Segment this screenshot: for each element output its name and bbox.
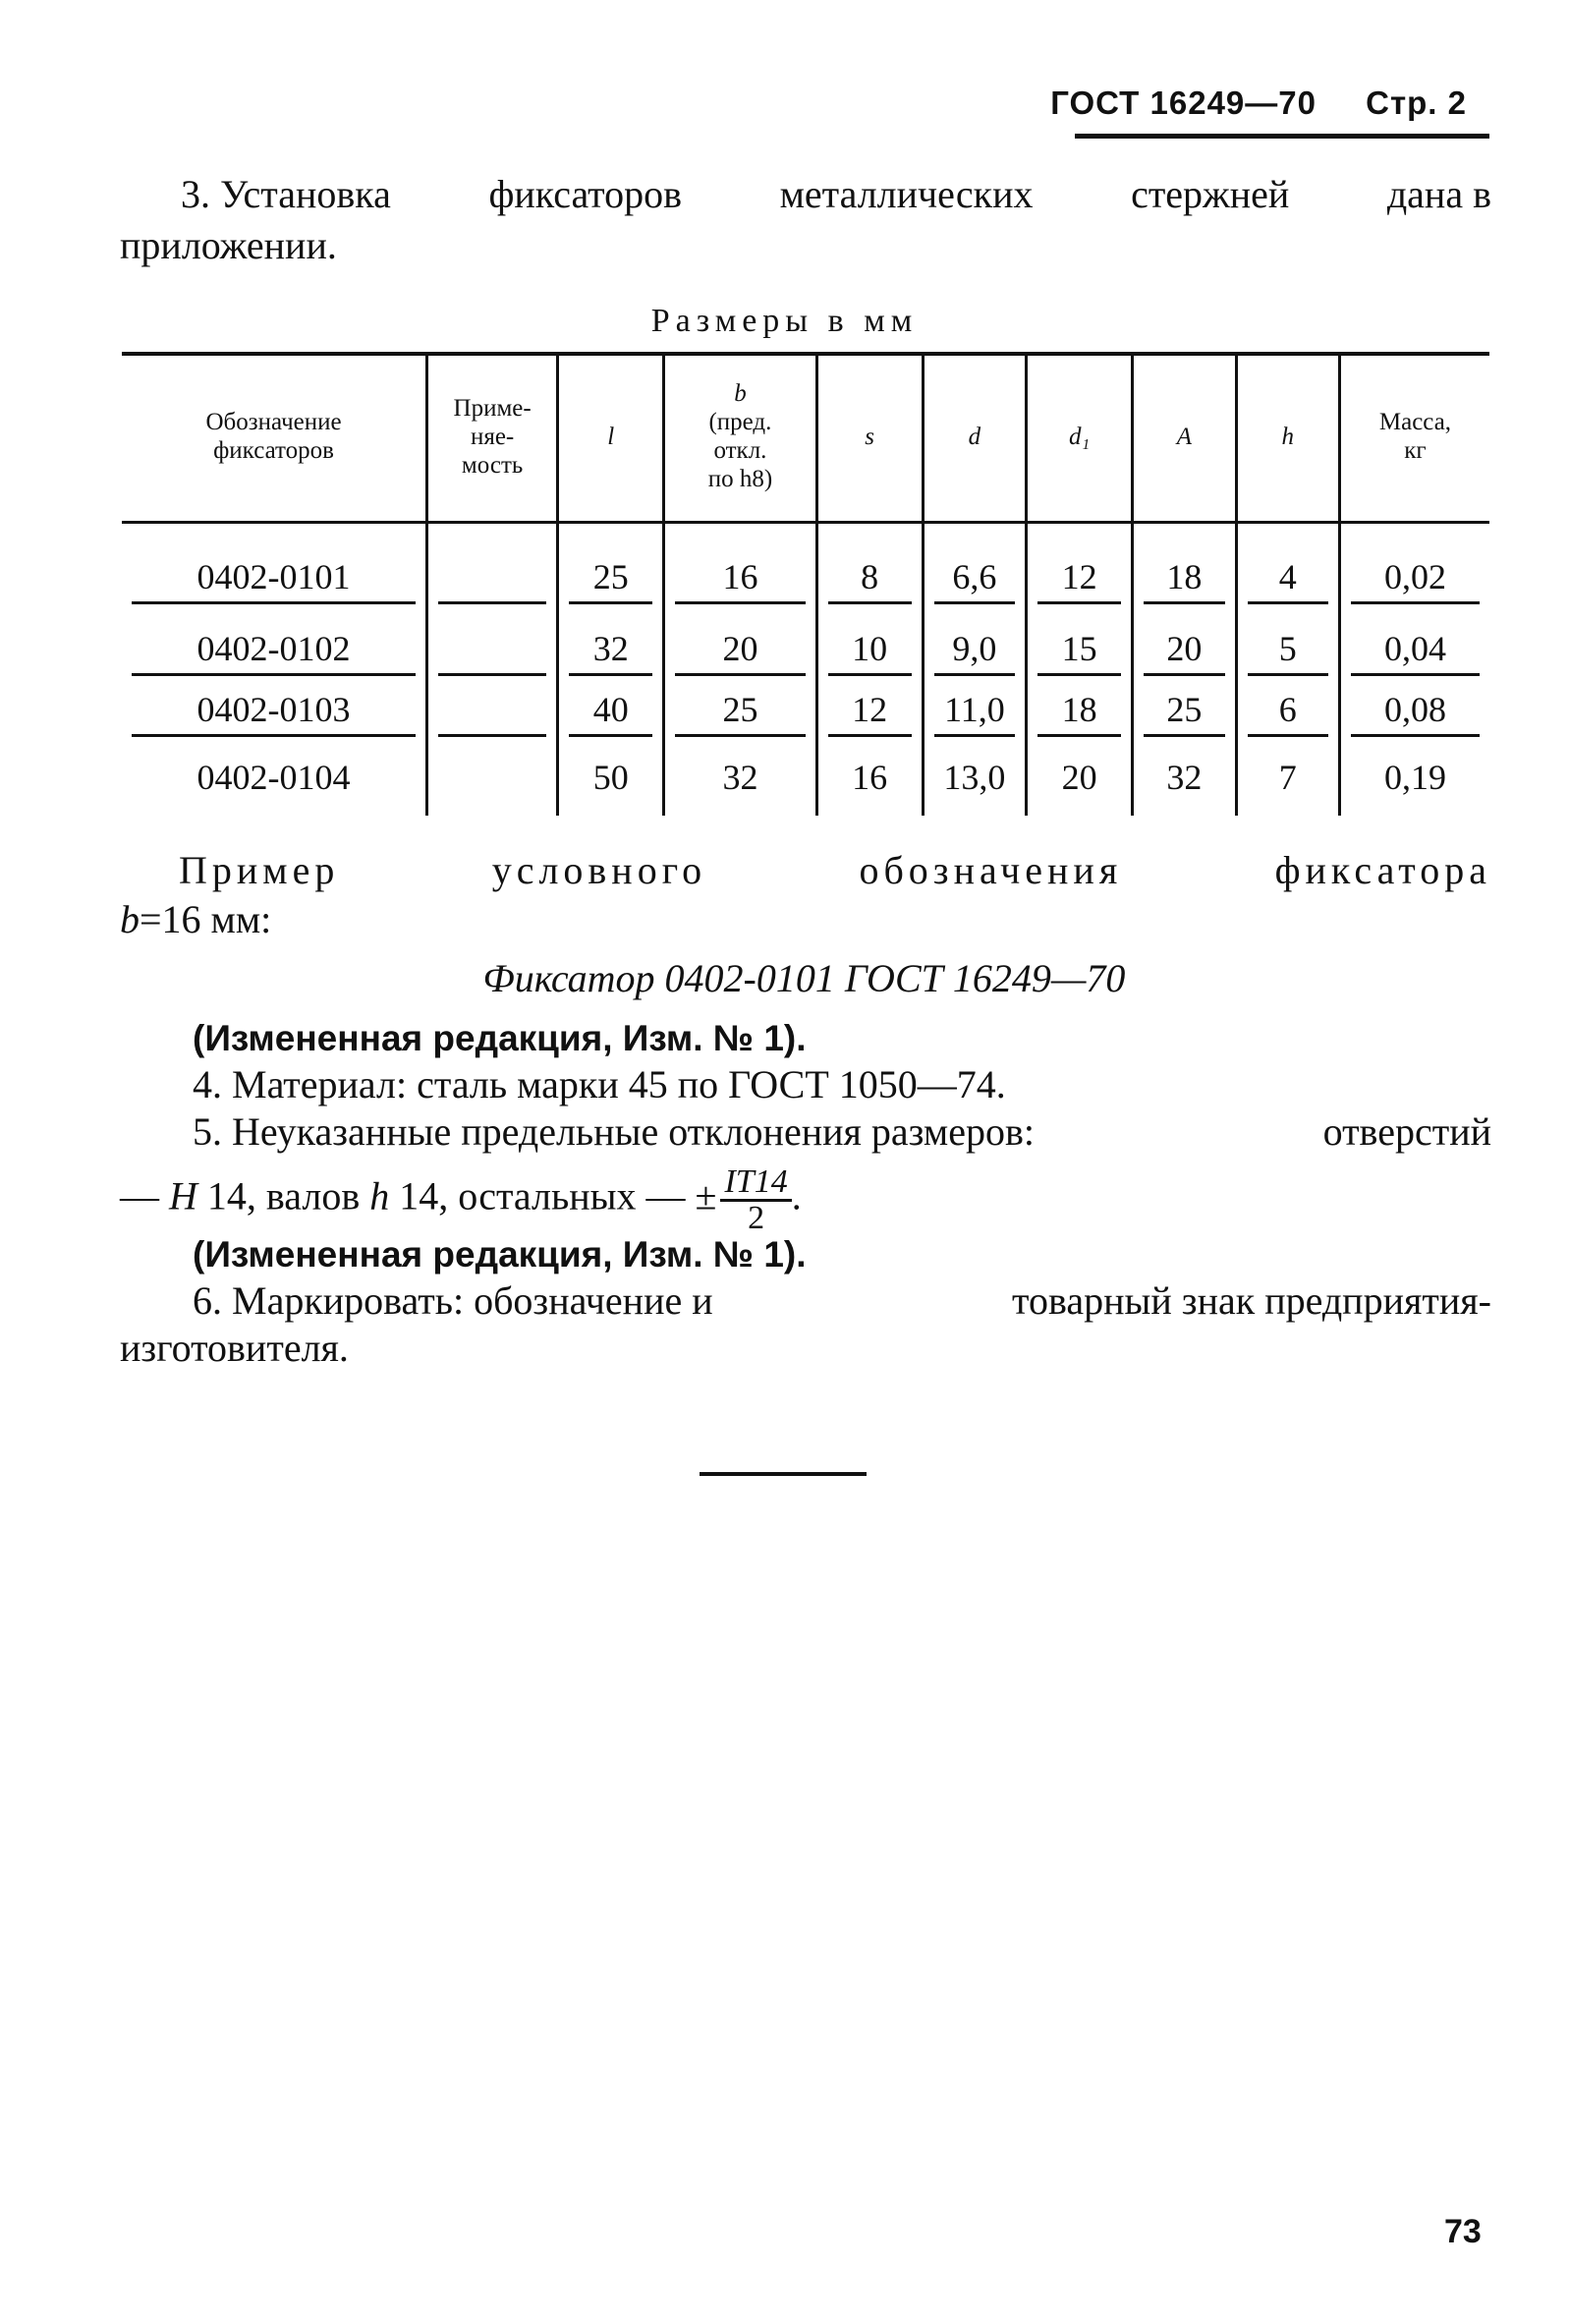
paragraph-3-line-2: приложении. — [120, 223, 337, 267]
cell-h: 6 — [1236, 682, 1339, 743]
cell-l: 40 — [558, 682, 664, 743]
cell-mass: 0,02 — [1339, 521, 1489, 621]
cell-d: 6,6 — [923, 521, 1026, 621]
col-header-A: A — [1133, 352, 1236, 521]
word: Пример — [179, 848, 340, 892]
cell-l: 25 — [558, 521, 664, 621]
cell-designation: 0402-0101 — [122, 521, 427, 621]
cell-designation: 0402-0103 — [122, 682, 427, 743]
cell-d: 13,0 — [923, 743, 1026, 816]
cell-b: 20 — [664, 621, 816, 682]
page-header — [1050, 85, 1467, 122]
table-row — [122, 521, 1489, 621]
paragraph-5-line-1: 5. Неуказанные предельные отклонения размеров: отверстий — [193, 1109, 1491, 1154]
cell-d1: 15 — [1027, 621, 1133, 682]
cell-l: 32 — [558, 621, 664, 682]
col-header-mass: Масса, кг — [1339, 352, 1489, 521]
cell-applicability — [427, 621, 558, 682]
cell-h: 4 — [1236, 521, 1339, 621]
col-header-applicability: Приме- няе- мость — [427, 352, 558, 521]
word: 3. Установка — [181, 172, 391, 216]
paragraph-3-line-1 — [120, 169, 1491, 220]
cell-b: 32 — [664, 743, 816, 816]
cell-s: 10 — [816, 621, 923, 682]
word: фиксаторов — [488, 172, 682, 216]
cell-d1: 12 — [1027, 521, 1133, 621]
cell-d1: 20 — [1027, 743, 1133, 816]
word: металлических — [779, 172, 1034, 216]
cell-s: 16 — [816, 743, 923, 816]
cell-mass: 0,19 — [1339, 743, 1489, 816]
table-caption: Размеры в мм — [650, 303, 919, 339]
cell-A: 18 — [1133, 521, 1236, 621]
paragraph-6-line-1: 6. Маркировать: обозначение и товарный знак предприятия- — [193, 1278, 1491, 1323]
example-designation: Фиксатор 0402-0101 ГОСТ 16249—70 — [482, 956, 1126, 1000]
word: фиксатора — [1274, 848, 1491, 892]
page-number: 73 — [1444, 2213, 1482, 2250]
paragraph-3 — [120, 169, 1491, 271]
cell-mass: 0,04 — [1339, 621, 1489, 682]
cell-applicability — [427, 521, 558, 621]
cell-A: 20 — [1133, 621, 1236, 682]
cell-d: 11,0 — [923, 682, 1026, 743]
paragraph-5-line-2: — H 14, валов h 14, остальных — ± $\frac{IT14}{2}$ . — [120, 1163, 802, 1236]
col-header-h: h — [1236, 352, 1339, 521]
edition-note-2: (Измененная редакция, Изм. № 1). — [193, 1234, 807, 1275]
cell-designation: 0402-0102 — [122, 621, 427, 682]
end-rule — [700, 1472, 867, 1476]
table-row — [122, 743, 1489, 816]
word: обозначения — [859, 848, 1123, 892]
col-header-designation: Обозначение фиксаторов — [205, 409, 342, 464]
cell-A: 25 — [1133, 682, 1236, 743]
cell-l: 50 — [558, 743, 664, 816]
paragraph-6-line-2: изготовителя. — [120, 1326, 349, 1370]
table-row — [122, 621, 1489, 682]
example-heading — [179, 847, 1491, 894]
header-rule — [1075, 134, 1489, 139]
cell-designation: 0402-0104 — [196, 758, 351, 797]
col-header-d1: d₁ — [1027, 352, 1133, 521]
cell-d: 9,0 — [923, 621, 1026, 682]
cell-h: 5 — [1236, 621, 1339, 682]
cell-s: 12 — [816, 682, 923, 743]
example-condition: b=16 мм: — [120, 897, 272, 941]
cell-b: 25 — [664, 682, 816, 743]
word: условного — [491, 848, 707, 892]
col-header-s: s — [816, 352, 923, 521]
cell-b: 16 — [664, 521, 816, 621]
standard-number: ГОСТ 16249—70 — [1050, 85, 1317, 121]
col-header-d: d — [923, 352, 1026, 521]
table-header-row — [122, 352, 1489, 521]
cell-s: 8 — [816, 521, 923, 621]
dimensions-table — [122, 352, 1489, 816]
table-row — [122, 682, 1489, 743]
cell-d1: 18 — [1027, 682, 1133, 743]
cell-applicability — [427, 682, 558, 743]
cell-applicability — [427, 743, 558, 816]
cell-A: 32 — [1133, 743, 1236, 816]
paragraph-4: 4. Материал: сталь марки 45 по ГОСТ 1050—74. — [193, 1062, 1006, 1106]
cell-h: 7 — [1236, 743, 1339, 816]
col-header-b: b (пред. откл. по h8) — [664, 352, 816, 521]
tolerance-fraction: $\frac{IT14}{2}$ — [720, 1165, 791, 1235]
col-header-l: l — [558, 352, 664, 521]
page-label: Стр. 2 — [1366, 85, 1467, 121]
word: дана в — [1386, 172, 1491, 216]
word: стержней — [1131, 172, 1290, 216]
edition-note-1: (Измененная редакция, Изм. № 1). — [193, 1018, 807, 1058]
cell-mass: 0,08 — [1339, 682, 1489, 743]
